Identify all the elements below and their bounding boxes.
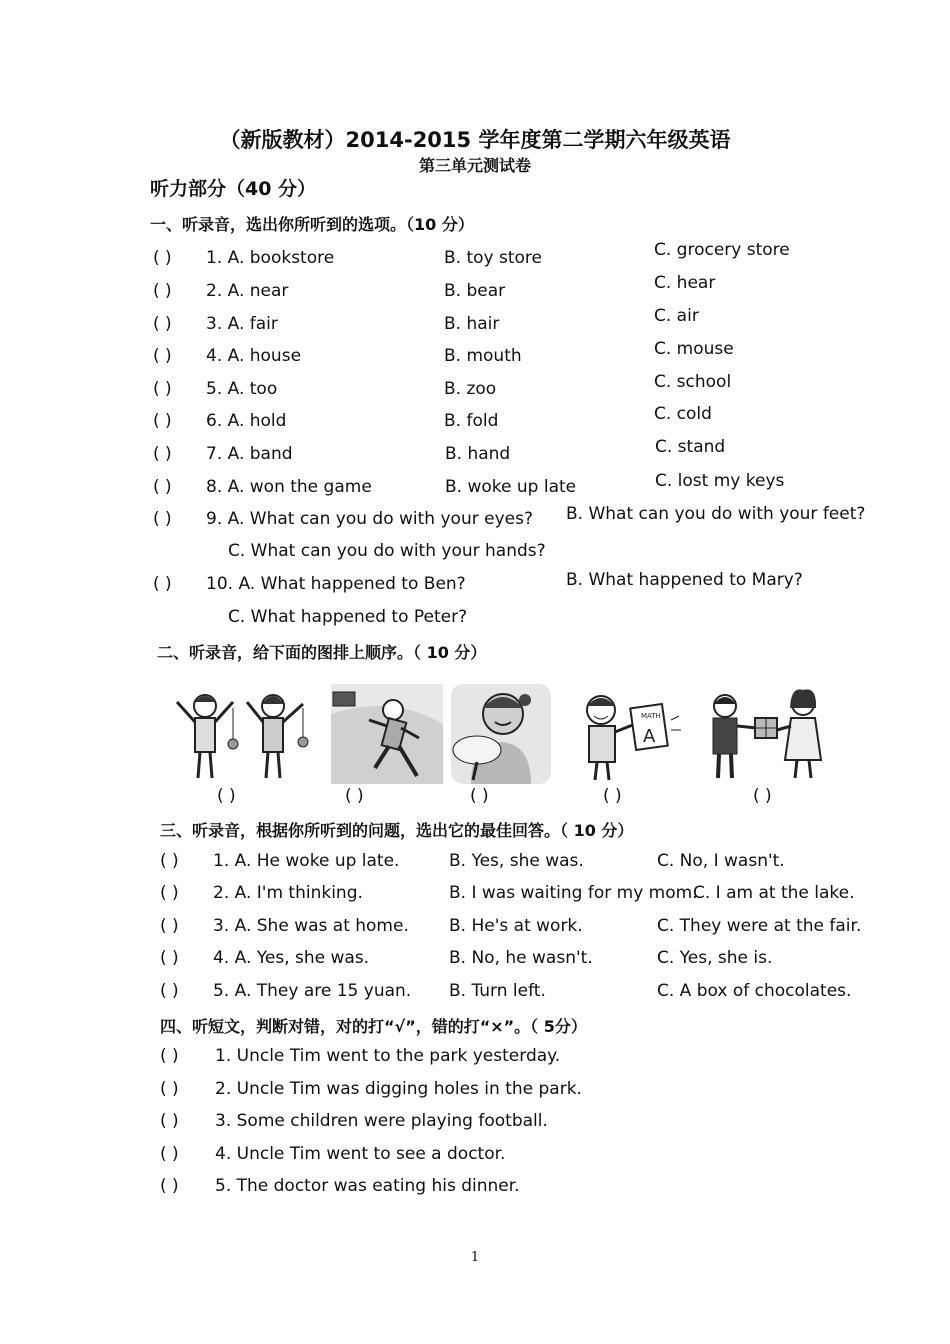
option-a: 5. A. They are 15 yuan. [213,981,412,1001]
list-item [0,1144,950,1172]
option-a: 6. A. hold [206,411,287,431]
statement: 5. The doctor was eating his dinner. [215,1176,520,1196]
option-c: C. A box of chocolates. [657,981,852,1001]
option-c: C. lost my keys [655,471,785,491]
answer-blank[interactable]: ( ) [160,1144,179,1164]
option-c: C. school [654,372,732,392]
option-c: C. mouse [654,339,734,359]
part2-heading: 二、听录音，给下面的图排上顺序。（ 10 分） [157,643,487,662]
option-b: B. He's at work. [449,916,583,936]
option-c: C. grocery store [654,240,790,260]
list-item [0,1111,950,1139]
option-c: C. No, I wasn't. [657,851,785,871]
option-c: C. air [654,306,699,326]
answer-blank[interactable]: ( ) [160,916,179,936]
boy-with-math-paper-icon [569,684,689,784]
part3-heading: 三、听录音，根据你所听到的问题，选出它的最佳回答。（ 10 分） [160,821,634,840]
answer-blank[interactable]: ( ) [160,981,179,1001]
option-a: 9. A. What can you do with your eyes? [206,509,533,529]
answer-blank[interactable]: ( ) [153,346,172,366]
option-a: 10. A. What happened to Ben? [206,574,466,594]
option-b: B. What happened to Mary? [566,570,803,590]
list-item [0,1176,950,1204]
part4-heading: 四、听短文，判断对错，对的打“√”，错的打“×”。（ 5分） [160,1017,587,1036]
part1-heading: 一、听录音，选出你所听到的选项。（10 分） [150,215,474,234]
list-item [0,541,950,569]
option-c: C. Yes, she is. [657,948,773,968]
answer-blank[interactable]: ( ) [153,248,172,268]
list-item [0,1046,950,1074]
list-item [0,916,950,944]
option-a: 5. A. too [206,379,278,399]
option-b: B. woke up late [445,477,577,497]
list-item [0,981,950,1009]
answer-blank[interactable]: ( ) [160,1046,179,1066]
option-a: 4. A. house [206,346,302,366]
option-a: 4. A. Yes, she was. [213,948,370,968]
medals-icon [165,684,315,784]
page-title: （新版教材）2014-2015 学年度第二学期六年级英语 [219,128,731,152]
option-a: 2. A. near [206,281,289,301]
list-item [0,437,950,472]
option-a: 8. A. won the game [206,477,372,497]
page-subtitle: 第三单元测试卷 [418,156,531,175]
picture-order-blank[interactable]: ( ) [470,786,489,806]
option-c: C. They were at the fair. [657,916,862,936]
answer-blank[interactable]: ( ) [160,883,179,903]
list-item [0,404,950,439]
girl-with-bouquet-icon [451,684,551,784]
gift-exchange-icon [705,684,835,784]
list-item [0,273,950,309]
option-b: B. hand [445,444,511,464]
answer-blank[interactable]: ( ) [153,411,172,431]
option-b: B. mouth [444,346,522,366]
answer-blank[interactable]: ( ) [160,851,179,871]
list-item [0,1079,950,1107]
answer-blank[interactable]: ( ) [153,477,172,497]
option-a: 1. A. He woke up late. [213,851,400,871]
statement: 3. Some children were playing football. [215,1111,548,1131]
answer-blank[interactable]: ( ) [153,574,172,594]
option-a: 7. A. band [206,444,293,464]
picture-order-blank[interactable]: ( ) [753,786,772,806]
answer-blank[interactable]: ( ) [160,1176,179,1196]
answer-blank[interactable]: ( ) [153,379,172,399]
picture-order-blank[interactable]: ( ) [217,786,236,806]
answer-blank[interactable]: ( ) [153,444,172,464]
list-item [0,471,950,505]
svg-text:MATH: MATH [641,712,661,720]
answer-blank[interactable]: ( ) [153,509,172,529]
option-c: C. hear [654,273,716,293]
list-item [0,306,950,342]
answer-blank[interactable]: ( ) [160,948,179,968]
option-b: B. bear [444,281,506,301]
svg-text:A: A [643,726,656,747]
picture-strip [165,684,845,784]
option-a: 3. A. She was at home. [213,916,409,936]
list-item [0,339,950,374]
option-c: C. I am at the lake. [693,883,855,903]
list-item [0,240,950,276]
option-b: B. I was waiting for my mom. [449,883,698,903]
option-b: B. toy store [444,248,542,268]
option-b: B. What can you do with your feet? [566,504,866,524]
statement: 2. Uncle Tim was digging holes in the park. [215,1079,582,1099]
statement: 1. Uncle Tim went to the park yesterday. [215,1046,561,1066]
picture-order-blank[interactable]: ( ) [603,786,622,806]
option-b: B. Turn left. [449,981,546,1001]
running-boy-icon [331,684,443,784]
option-b: B. zoo [444,379,497,399]
option-c: C. What happened to Peter? [228,607,468,627]
option-a: 1. A. bookstore [206,248,335,268]
list-item [0,504,950,537]
option-b: B. Yes, she was. [449,851,584,871]
list-item [0,948,950,976]
picture-order-blank[interactable]: ( ) [345,786,364,806]
list-item [0,607,950,635]
option-a: 2. A. I'm thinking. [213,883,363,903]
answer-blank[interactable]: ( ) [153,314,172,334]
option-b: B. hair [444,314,500,334]
listening-heading: 听力部分（40 分） [150,178,317,200]
statement: 4. Uncle Tim went to see a doctor. [215,1144,506,1164]
answer-blank[interactable]: ( ) [153,281,172,301]
list-item [0,851,950,879]
option-b: B. No, he wasn't. [449,948,593,968]
answer-blank[interactable]: ( ) [160,1079,179,1099]
list-item [0,570,950,602]
answer-blank[interactable]: ( ) [160,1111,179,1131]
option-c: C. stand [655,437,726,457]
option-b: B. fold [444,411,499,431]
list-item [0,883,950,911]
option-c: C. What can you do with your hands? [228,541,546,561]
page-number: 1 [470,1250,480,1265]
list-item [0,372,950,407]
option-c: C. cold [654,404,712,424]
option-a: 3. A. fair [206,314,278,334]
